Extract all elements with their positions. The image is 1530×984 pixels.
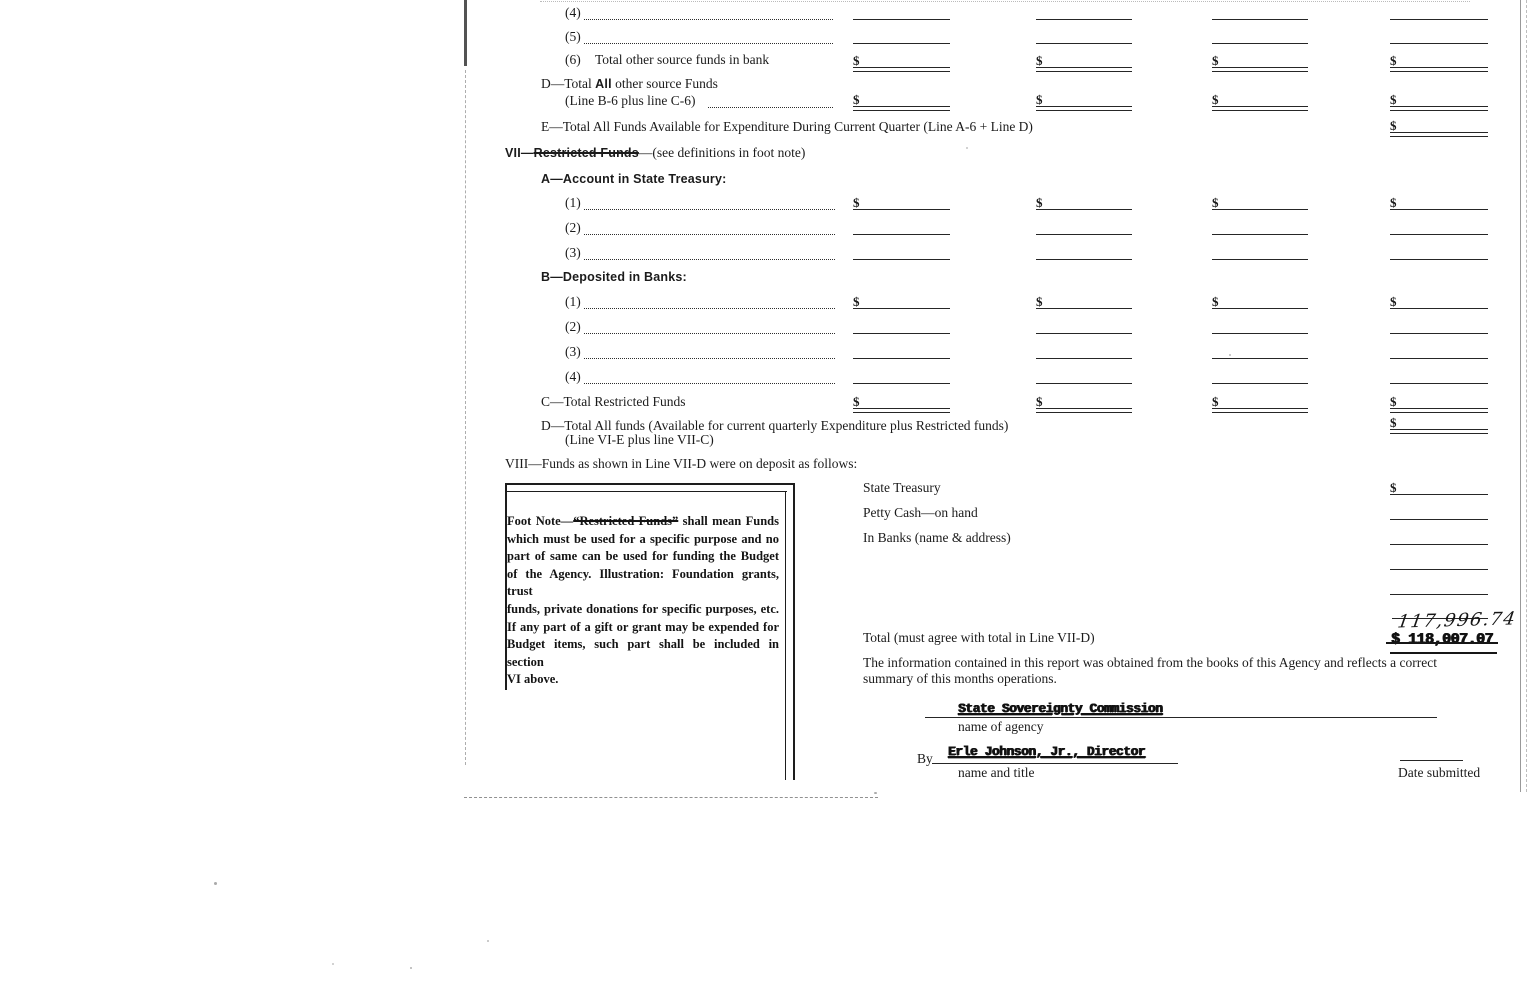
- dollar-sign: $: [1212, 294, 1219, 309]
- typed-total-underline: [1390, 652, 1497, 654]
- vii-b1-amount-col2[interactable]: [1036, 292, 1132, 309]
- handwritten-total-value: 117,996.74: [1396, 608, 1518, 633]
- vii-a1-amount-col1[interactable]: [853, 193, 950, 210]
- footnote-line: which must be used for a specific purpose and no: [507, 531, 779, 546]
- vii-c-label: C—Total Restricted Funds: [541, 394, 686, 409]
- vii-c-amount-col4[interactable]: [1390, 392, 1488, 409]
- vii-c-amount-col3[interactable]: [1212, 392, 1308, 409]
- dollar-sign: $: [853, 92, 860, 107]
- line-b5-amount-col3[interactable]: [1212, 27, 1308, 44]
- line-b6-amount-col3[interactable]: [1212, 51, 1308, 68]
- vii-a3-number: (3): [565, 245, 581, 260]
- date-submitted-caption: Date submitted: [1398, 765, 1481, 780]
- vii-a2-amount-col3[interactable]: [1212, 218, 1308, 235]
- section-viii-heading: VIII—Funds as shown in Line VII-D were on deposit as follows:: [505, 456, 858, 471]
- footnote-line: funds, private donations for specific purposes, etc.: [507, 601, 779, 616]
- vii-d-amount-col4[interactable]: [1390, 413, 1488, 430]
- vii-b3-entry-line[interactable]: [584, 342, 835, 359]
- footnote-box-inner-right: [785, 491, 786, 780]
- vii-a1-amount-col2[interactable]: [1036, 193, 1132, 210]
- line-d-label-bold: All: [595, 77, 612, 91]
- date-submitted-line[interactable]: [1400, 760, 1463, 761]
- vii-a3-amount-col2[interactable]: [1036, 243, 1132, 260]
- vii-b-heading: B—Deposited in Banks:: [541, 270, 687, 284]
- vii-a3-entry-line[interactable]: [584, 243, 835, 260]
- dollar-sign: $: [853, 195, 860, 210]
- section-vii-number: VII—: [505, 146, 534, 160]
- agency-name-line[interactable]: [925, 717, 1437, 718]
- line-b4-amount-col3[interactable]: [1212, 3, 1308, 20]
- line-d-amount-col2[interactable]: [1036, 90, 1132, 107]
- vii-d-sublabel: (Line VI-E plus line VII-C): [565, 432, 714, 447]
- vii-b2-amount-col1[interactable]: [853, 317, 950, 334]
- dollar-sign: $: [1212, 53, 1219, 68]
- line-b6-amount-col4[interactable]: [1390, 51, 1488, 68]
- line-d-label-part2: other source Funds: [611, 76, 718, 91]
- vii-b1-number: (1): [565, 294, 581, 309]
- dollar-sign: $: [1390, 92, 1397, 107]
- agency-name-typed: State Sovereignty Commission: [958, 701, 1163, 716]
- vii-b4-amount-col2[interactable]: [1036, 367, 1132, 384]
- viii-state-treasury-label: State Treasury: [863, 480, 941, 495]
- scan-left-margin-line: [465, 70, 466, 765]
- vii-a2-amount-col2[interactable]: [1036, 218, 1132, 235]
- vii-a2-entry-line[interactable]: [584, 218, 835, 235]
- viii-state-treasury-amount[interactable]: [1390, 478, 1488, 495]
- line-e-label: E—Total All Funds Available for Expenditure During Current Quarter (Line A-6 + Line D): [541, 119, 1033, 134]
- scan-top-edge-dots: [540, 1, 1470, 2]
- line-d-amount-col1[interactable]: [853, 90, 950, 107]
- line-e-amount-col4[interactable]: [1390, 116, 1488, 133]
- footnote-box-outer-right: [793, 483, 795, 780]
- dollar-sign: $: [1212, 92, 1219, 107]
- footnote-line: VI above.: [507, 672, 559, 687]
- dollar-sign: $: [1036, 394, 1043, 409]
- footnote-box-inner-top: [507, 491, 787, 492]
- line-b4-number: (4): [565, 5, 581, 20]
- section-vii-title: Restricted Funds: [533, 146, 639, 160]
- vii-b4-amount-col1[interactable]: [853, 367, 950, 384]
- footnote-line: [507, 513, 779, 531]
- signer-name-typed: Erle Johnson, Jr., Director: [948, 744, 1146, 759]
- certification-text-line2: summary of this months operations.: [863, 671, 1057, 686]
- vii-a1-amount-col3[interactable]: [1212, 193, 1308, 210]
- vii-b1-amount-col3[interactable]: [1212, 292, 1308, 309]
- dollar-sign: $: [1036, 195, 1043, 210]
- vii-b2-number: (2): [565, 319, 581, 334]
- vii-c-amount-col2[interactable]: [1036, 392, 1132, 409]
- dollar-sign: $: [1390, 118, 1397, 133]
- vii-b4-number: (4): [565, 369, 581, 384]
- vii-a2-number: (2): [565, 220, 581, 235]
- line-b4-amount-col1[interactable]: [853, 3, 950, 20]
- vii-b4-amount-col4[interactable]: [1390, 367, 1488, 384]
- line-b6-amount-col1[interactable]: [853, 51, 950, 68]
- vii-b3-number: (3): [565, 344, 581, 359]
- footnote-box-outer-top: [505, 483, 795, 485]
- footnote-line: Budget items, such part shall be included in section: [507, 637, 779, 669]
- line-d-amount-col3[interactable]: [1212, 90, 1308, 107]
- vii-b1-entry-line[interactable]: [584, 292, 835, 309]
- dollar-sign: $: [1390, 480, 1397, 495]
- signer-name-line[interactable]: [932, 763, 1178, 764]
- dollar-sign: $: [853, 53, 860, 68]
- footnote-line: part of same can be used for funding the Budget: [507, 549, 779, 564]
- vii-b4-amount-col3[interactable]: [1212, 367, 1308, 384]
- scan-speck: [966, 147, 968, 149]
- signer-name-caption: name and title: [958, 765, 1035, 780]
- dollar-sign: $: [1036, 53, 1043, 68]
- footnote-term: “Restricted Funds”: [573, 514, 679, 528]
- dollar-sign: $: [1212, 195, 1219, 210]
- scan-left-margin-dark: [464, 0, 467, 66]
- vii-d-label: D—Total All funds (Available for current quarterly Expenditure plus Restricted funds): [541, 418, 1009, 433]
- dollar-sign: $: [1036, 294, 1043, 309]
- vii-a2-amount-col4[interactable]: [1390, 218, 1488, 235]
- viii-in-banks-amount[interactable]: [1390, 528, 1488, 545]
- vii-b3-amount-col4[interactable]: [1390, 342, 1488, 359]
- vii-b3-amount-col3[interactable]: [1212, 342, 1308, 359]
- viii-in-banks-label: In Banks (name & address): [863, 530, 1011, 545]
- scan-speck: [410, 967, 412, 969]
- footnote-lead: Foot Note—: [507, 514, 574, 528]
- scan-speck: [487, 940, 489, 942]
- section-vii-subtitle: —(see definitions in foot note): [638, 145, 806, 160]
- vii-b2-entry-line[interactable]: [584, 317, 835, 334]
- scan-right-margin-line: [1520, 0, 1521, 792]
- agency-name-caption: name of agency: [958, 719, 1044, 734]
- dollar-sign: $: [1390, 195, 1397, 210]
- footnote-rest: shall mean Funds: [678, 514, 779, 528]
- footnote-line: of the Agency. Illustration: Foundation grants, trust: [507, 566, 779, 599]
- vii-a3-amount-col4[interactable]: [1390, 243, 1488, 260]
- vii-a1-entry-line[interactable]: [584, 193, 835, 210]
- vii-b1-amount-col4[interactable]: [1390, 292, 1488, 309]
- line-b4-amount-col4[interactable]: [1390, 3, 1488, 20]
- by-label: By: [917, 751, 933, 766]
- line-b6-label: Total other source funds in bank: [595, 52, 770, 67]
- dollar-sign: $: [1390, 394, 1397, 409]
- viii-petty-cash-amount[interactable]: [1390, 503, 1488, 520]
- line-b5-entry-line[interactable]: [584, 27, 833, 44]
- line-b4-amount-col2[interactable]: [1036, 3, 1132, 20]
- line-d-sublabel: (Line B-6 plus line C-6): [565, 93, 696, 108]
- viii-blank-amount-line[interactable]: [1390, 553, 1488, 570]
- dollar-sign: $: [1390, 415, 1397, 430]
- footnote-line: If any part of a gift or grant may be expended for: [507, 619, 779, 634]
- viii-total-label: Total (must agree with total in Line VII-D): [863, 630, 1095, 645]
- line-d-entry-line[interactable]: [708, 91, 833, 108]
- dollar-sign: $: [1212, 394, 1219, 409]
- line-d-label-part1: D—Total: [541, 76, 596, 91]
- scan-bottom-page-edge: [464, 797, 878, 798]
- dollar-sign: $: [853, 394, 860, 409]
- line-b6-amount-col2[interactable]: [1036, 51, 1132, 68]
- scan-speck: [874, 792, 877, 794]
- scan-speck: [332, 963, 334, 965]
- vii-b1-amount-col1[interactable]: [853, 292, 950, 309]
- vii-b3-amount-col1[interactable]: [853, 342, 950, 359]
- vii-a1-number: (1): [565, 195, 581, 210]
- vii-a-heading: A—Account in State Treasury:: [541, 172, 727, 186]
- dollar-sign: $: [1390, 294, 1397, 309]
- line-b5-amount-col2[interactable]: [1036, 27, 1132, 44]
- section-vii-heading: [505, 145, 805, 161]
- vii-b2-amount-col3[interactable]: [1212, 317, 1308, 334]
- dollar-sign: $: [1036, 92, 1043, 107]
- certification-text-line1: The information contained in this report was obtained from the books of this Agency and reflects a correct: [863, 655, 1437, 670]
- vii-b3-amount-col2[interactable]: [1036, 342, 1132, 359]
- typed-total-strike-line: [1386, 642, 1498, 644]
- viii-petty-cash-label: Petty Cash—on hand: [863, 505, 978, 520]
- line-b5-amount-col1[interactable]: [853, 27, 950, 44]
- line-b5-amount-col4[interactable]: [1390, 27, 1488, 44]
- line-d-amount-col4[interactable]: [1390, 90, 1488, 107]
- typed-total-value: $ 118,007.07: [1391, 631, 1494, 648]
- vii-a3-amount-col3[interactable]: [1212, 243, 1308, 260]
- dollar-sign: $: [853, 294, 860, 309]
- vii-a2-amount-col1[interactable]: [853, 218, 950, 235]
- line-b6-number: (6): [565, 52, 581, 67]
- vii-a3-amount-col1[interactable]: [853, 243, 950, 260]
- vii-b2-amount-col4[interactable]: [1390, 317, 1488, 334]
- footnote-text: [507, 513, 779, 689]
- line-b5-number: (5): [565, 29, 581, 44]
- vii-b4-entry-line[interactable]: [584, 367, 835, 384]
- line-d-label: [541, 76, 718, 92]
- viii-blank-amount-line[interactable]: [1390, 578, 1488, 595]
- line-b4-entry-line[interactable]: [584, 3, 833, 20]
- vii-a1-amount-col4[interactable]: [1390, 193, 1488, 210]
- scan-speck: [214, 882, 217, 885]
- vii-c-amount-col1[interactable]: [853, 392, 950, 409]
- scan-right-margin-dots: [1526, 0, 1527, 792]
- vii-b2-amount-col2[interactable]: [1036, 317, 1132, 334]
- dollar-sign: $: [1390, 53, 1397, 68]
